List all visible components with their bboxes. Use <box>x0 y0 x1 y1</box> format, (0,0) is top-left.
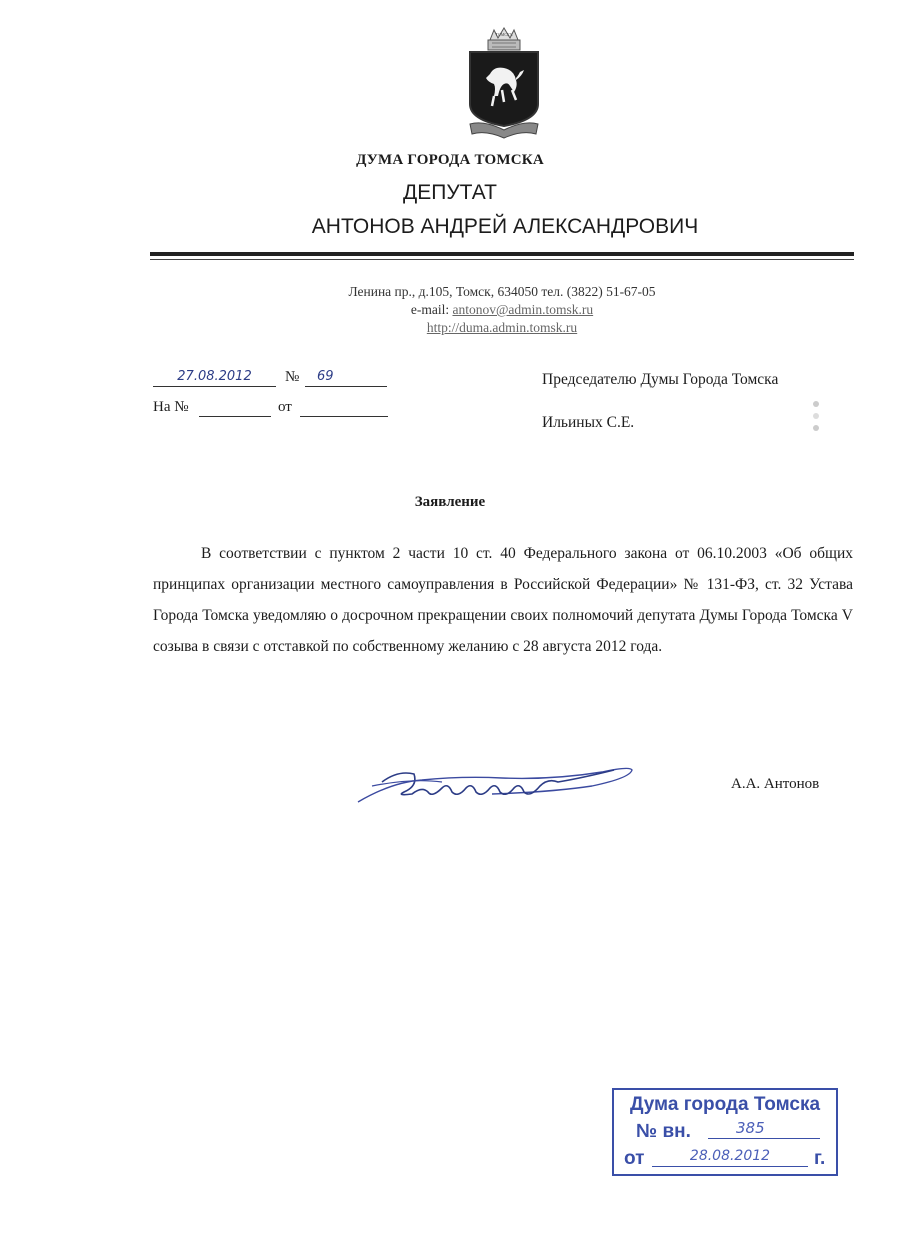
incoming-registration-stamp <box>612 1088 838 1176</box>
city-coat-of-arms <box>464 26 544 142</box>
emblem-motto: ТОМСКЪ <box>495 32 513 37</box>
reply-number-label: На № <box>153 399 189 415</box>
outgoing-date: 27.08.2012 <box>153 368 276 387</box>
addressee-title: Председателю Думы Города Томска <box>542 371 779 388</box>
scan-artifact <box>806 398 826 438</box>
email-label: e-mail: <box>410 302 453 317</box>
document-title: Заявление <box>414 494 486 510</box>
email-link[interactable]: antonov@admin.tomsk.ru <box>452 302 594 317</box>
handwritten-signature <box>352 752 642 812</box>
deputy-full-name: АНТОНОВ АНДРЕЙ АЛЕКСАНДРОВИЧ <box>311 215 699 238</box>
header-divider-thin <box>150 259 854 260</box>
outgoing-number: 69 <box>305 368 387 387</box>
website-link[interactable]: http://duma.admin.tomsk.ru <box>426 320 578 335</box>
stamp-title: Дума города Томска <box>629 1094 821 1115</box>
addressee-name: Ильиных С.Е. <box>542 414 635 431</box>
contact-website <box>152 320 852 336</box>
stamp-number: 385 <box>708 1118 820 1139</box>
reply-date-blank <box>300 398 388 417</box>
position-title: ДЕПУТАТ <box>403 181 497 204</box>
outgoing-registration <box>153 368 393 390</box>
outgoing-number-label: № <box>285 369 300 385</box>
stamp-date: 28.08.2012 <box>652 1146 808 1167</box>
organization-name: ДУМА ГОРОДА ТОМСКА <box>356 152 544 168</box>
contact-email-line <box>152 302 852 318</box>
reply-reference <box>153 398 393 420</box>
stamp-year-suffix: г. <box>814 1148 826 1169</box>
reply-number-blank <box>199 398 271 417</box>
contact-address: Ленина пр., д.105, Томск, 634050 тел. (3822) 51-67-05 <box>348 284 656 299</box>
statement-body: В соответствии с пунктом 2 части 10 ст. 40 Федерального закона от 06.10.2003 «Об общих принципах организации местного самоуправления в Российской Федерации» № 131-ФЗ, ст. 32 Устава Города Томска уведомляю о досрочном прекращении своих полномочий депутата Думы Города Томска V созыва в связи с отставкой по собственному желанию с 28 августа 2012 года. <box>153 545 853 655</box>
stamp-from-label: от <box>624 1148 645 1169</box>
header-divider-thick <box>150 252 854 256</box>
stamp-number-label: № вн. <box>636 1121 691 1142</box>
reply-from-label: от <box>278 399 292 415</box>
signer-name: А.А. Антонов <box>731 776 820 792</box>
